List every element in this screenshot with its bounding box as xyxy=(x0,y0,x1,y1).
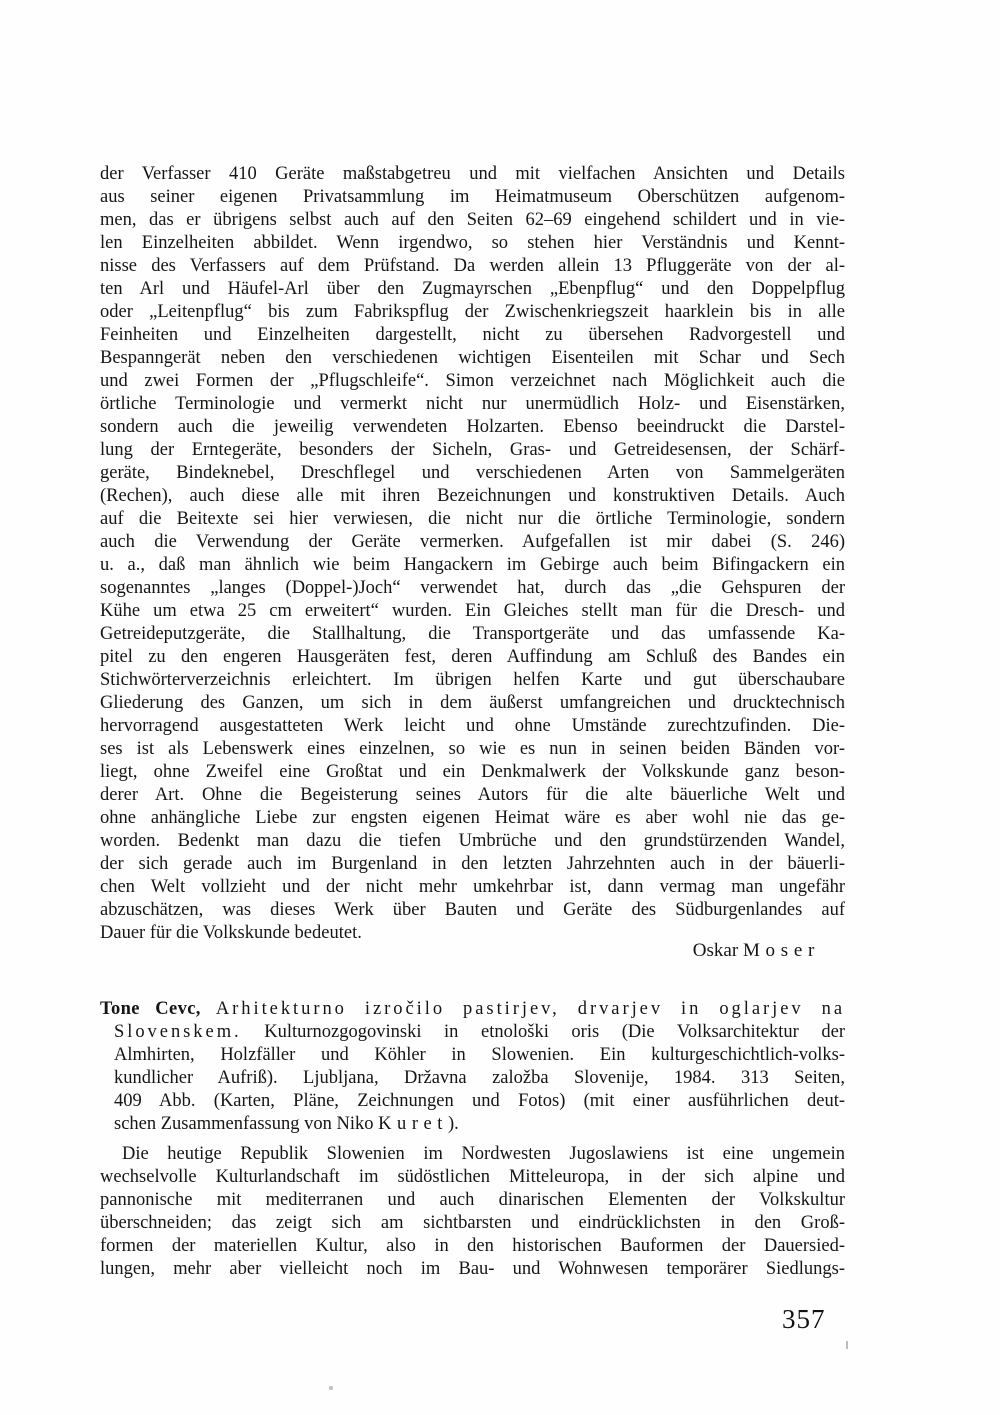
text-line: wechselvolle Kulturlandschaft im südöstlichen Mitteleuropa, in der sich alpine und xyxy=(100,1167,845,1187)
text-line: geräte, Bindeknebel, Dreschflegel und verschiedenen Arten von Sammelgeräten xyxy=(100,463,845,483)
text-line: ten Arl und Häufel-Arl über den Zugmayrschen „Ebenpflug“ und den Doppelpflug xyxy=(100,279,845,299)
text-line: Stichwörterverzeichnis erleichtert. Im übrigen helfen Karte und gut überschaubare xyxy=(100,670,845,690)
text-line: nisse des Verfassers auf dem Prüfstand. Da werden allein 13 Pfluggeräte von der al- xyxy=(100,256,845,276)
text-line: örtliche Terminologie und vermerkt nicht nur unermüdlich Holz- und Eisenstärken, xyxy=(100,394,845,414)
text-line: (Rechen), auch diese alle mit ihren Bezeichnungen und konstruktiven Details. Auch xyxy=(100,486,845,506)
text-line: auf die Beitexte sei hier verwiesen, die nicht nur die örtliche Terminologie, sondern xyxy=(100,509,845,529)
text-line: hervorragend ausgestatteten Werk leicht und ohne Umstände zurechtzufinden. Die- xyxy=(100,716,845,736)
text-line: Kühe um etwa 25 cm erweitert“ wurden. Ein Gleiches stellt man für die Dresch- und xyxy=(100,601,845,621)
text-line: Slovenskem. Kulturnozgogovinski in etnološki oris (Die Volksarchitektur der xyxy=(114,1022,845,1042)
text-line: formen der materiellen Kultur, also in den historischen Bauformen der Dauersied- xyxy=(100,1236,845,1256)
review-continuation-paragraph xyxy=(100,163,845,945)
text-line: Feinheiten und Einzelheiten dargestellt, nicht zu übersehen Radvorgestell und xyxy=(100,325,845,345)
text-line: abzuschätzen, was dieses Werk über Bauten und Geräte des Südburgenlandes auf xyxy=(100,900,845,920)
text-line: len Einzelheiten abbildet. Wenn irgendwo, so stehen hier Verständnis und Kennt- xyxy=(100,233,845,253)
text-line: der Verfasser 410 Geräte maßstabgetreu und mit vielfachen Ansichten und Details xyxy=(100,164,845,184)
text-line: sondern auch die jeweilig verwendeten Holzarten. Ebenso beeindruckt die Darstel- xyxy=(100,417,845,437)
text-line: derer Art. Ohne die Begeisterung seines Autors für die alte bäuerliche Welt und xyxy=(100,785,845,805)
text-line: Tone Cevc, Arhitekturno izročilo pastirjev, drvarjev in oglarjev na xyxy=(100,999,845,1019)
text-line: 409 Abb. (Karten, Pläne, Zeichnungen und Fotos) (mit einer ausführlichen deut- xyxy=(114,1091,845,1111)
text-line: Gliederung des Ganzen, um sich in dem äußerst umfangreichen und drucktechnisch xyxy=(100,693,845,713)
text-line: pitel zu den engeren Hausgeräten fest, deren Auffindung am Schluß des Bandes ein xyxy=(100,647,845,667)
text-line: Die heutige Republik Slowenien im Nordwesten Jugoslawiens ist eine ungemein xyxy=(122,1144,845,1164)
text-line: u. a., daß man ähnlich wie beim Hangackern im Gebirge auch beim Bifingackern ein xyxy=(100,555,845,575)
bibliographic-entry xyxy=(100,998,845,1136)
text-line: worden. Bedenkt man dazu die tiefen Umbrüche und den grundstürzenden Wandel, xyxy=(100,831,845,851)
scan-artifact-speck xyxy=(846,1341,848,1349)
text-line: sogenanntes „langes (Doppel-)Joch“ verwendet hat, durch das „die Gehspuren der xyxy=(100,578,845,598)
text-line: und zwei Formen der „Pflugschleife“. Simon verzeichnet nach Möglichkeit auch die xyxy=(100,371,845,391)
review-opening-paragraph xyxy=(100,1143,845,1281)
text-line: Getreideputzgeräte, die Stallhaltung, die Transportgeräte und das umfassende Ka- xyxy=(100,624,845,644)
text-line: Dauer für die Volkskunde bedeutet. xyxy=(100,923,362,943)
text-line: Bespanngerät neben den verschiedenen wichtigen Eisenteilen mit Schar und Sech xyxy=(100,348,845,368)
text-line: überschneiden; das zeigt sich am sichtbarsten und eindrücklichsten in den Groß- xyxy=(100,1213,845,1233)
text-line: oder „Leitenpflug“ bis zum Fabrikspflug der Zwischenkriegszeit haarklein bis in alle xyxy=(100,302,845,322)
text-line: kundlicher Aufriß). Ljubljana, Državna založba Slovenije, 1984. 313 Seiten, xyxy=(114,1068,845,1088)
text-line: lungen, mehr aber vielleicht noch im Bau- und Wohnwesen temporärer Siedlungs- xyxy=(100,1259,845,1279)
scan-artifact-speck xyxy=(329,1386,333,1390)
text-line: men, das er übrigens selbst auch auf den Seiten 62–69 eingehend schildert und in vie- xyxy=(100,210,845,230)
text-line: liegt, ohne Zweifel eine Großtat und ein Denkmalwerk der Volkskunde ganz beson- xyxy=(100,762,845,782)
text-line: aus seiner eigenen Privatsammlung im Heimatmuseum Oberschützen aufgenom- xyxy=(100,187,845,207)
text-line: ses ist als Lebenswerk eines einzelnen, so wie es nun in seinen beiden Bänden vor- xyxy=(100,739,845,759)
text-line: auch die Verwendung der Geräte vermerken. Aufgefallen ist mir dabei (S. 246) xyxy=(100,532,845,552)
reviewer-signature xyxy=(100,939,845,962)
text-line: schen Zusammenfassung von Niko Kuret). xyxy=(114,1114,459,1134)
text-line: der sich gerade auch im Burgenland in den letzten Jahrzehnten auch in der bäuerli- xyxy=(100,854,845,874)
text-line: Oskar Moser xyxy=(692,940,820,961)
text-line: lung der Erntegeräte, besonders der Sicheln, Gras- und Getreidesensen, der Schärf- xyxy=(100,440,845,460)
text-line: pannonische mit mediterranen und auch dinarischen Elementen der Volkskultur xyxy=(100,1190,845,1210)
text-line: chen Welt vollzieht und der nicht mehr umkehrbar ist, dann vermag man ungefähr xyxy=(100,877,845,897)
text-line: Almhirten, Holzfäller und Köhler in Slowenien. Ein kulturgeschichtlich-volks- xyxy=(114,1045,845,1065)
text-line: ohne anhängliche Liebe zur engsten eigenen Heimat wäre es aber wohl nie das ge- xyxy=(100,808,845,828)
page-number: 357 xyxy=(782,1304,826,1334)
